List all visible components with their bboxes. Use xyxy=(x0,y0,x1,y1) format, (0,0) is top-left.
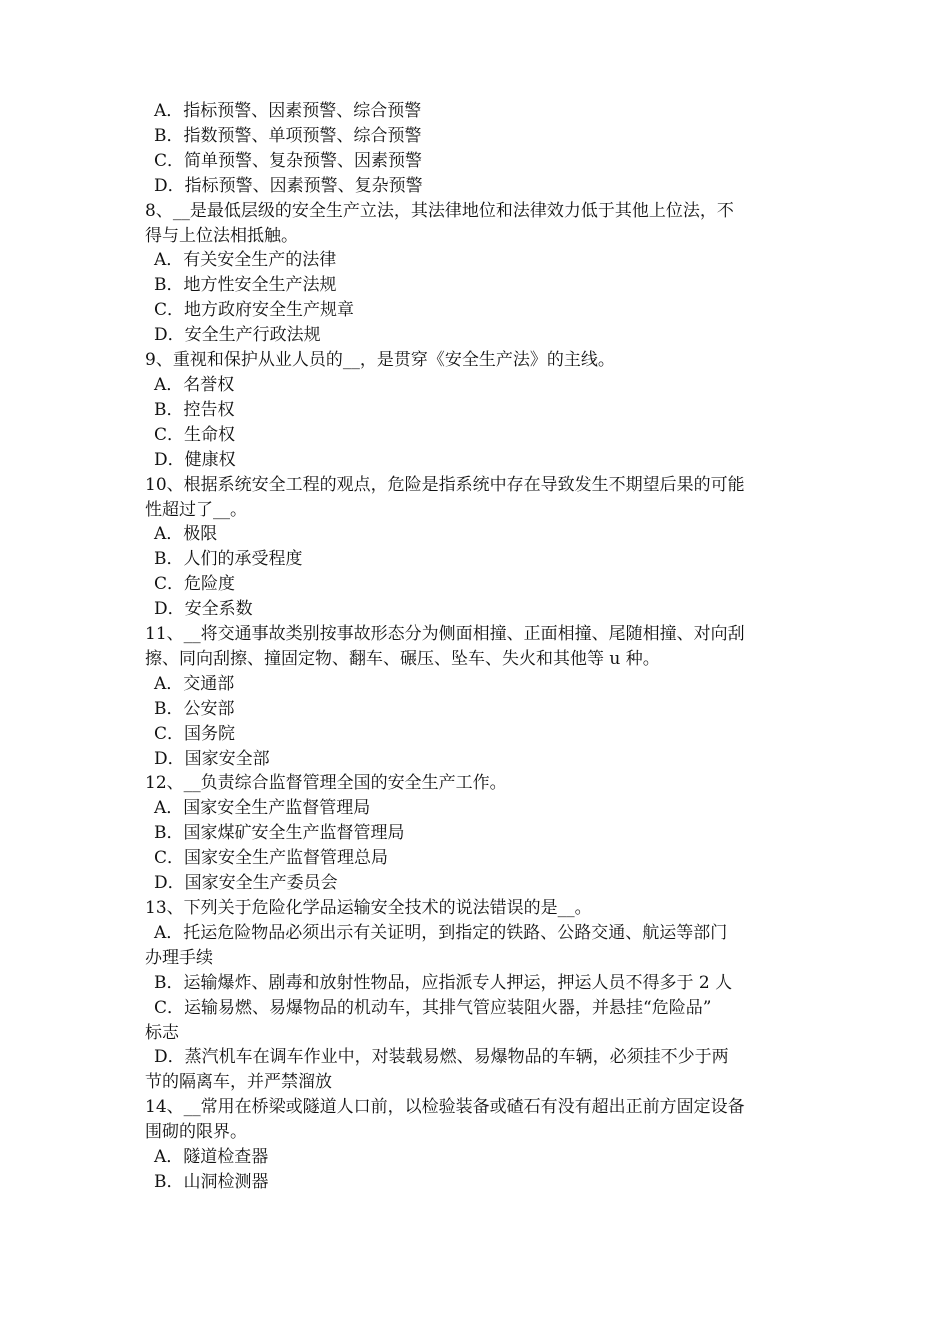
question-text-line: 性超过了__。 xyxy=(145,499,247,520)
answer-option-line: B．运输爆炸、剧毒和放射性物品，应指派专人押运，押运人员不得多于 2 人 xyxy=(154,972,733,993)
answer-option-line: C．简单预警、复杂预警、因素预警 xyxy=(154,150,423,171)
question-text-line: 得与上位法相抵触。 xyxy=(145,225,298,246)
answer-option-line: B．地方性安全生产法规 xyxy=(154,275,337,296)
answer-option-line: C．国家安全生产监督管理总局 xyxy=(154,848,389,869)
answer-option-line: D．指标预警、因素预警、复杂预警 xyxy=(154,175,423,196)
answer-option-line: D．安全系数 xyxy=(154,599,253,620)
answer-option-line: A．国家安全生产监督管理局 xyxy=(154,798,371,819)
question-text-line: 标志 xyxy=(145,1022,179,1043)
answer-option-line: B．指数预警、单项预警、综合预警 xyxy=(154,125,422,146)
answer-option-line: C．生命权 xyxy=(154,424,236,445)
question-text-line: 8、__是最低层级的安全生产立法，其法律地位和法律效力低于其他上位法，不 xyxy=(145,200,734,221)
answer-option-line: C．运输易燃、易爆物品的机动车，其排气管应装阻火器，并悬挂“危险品” xyxy=(154,997,712,1018)
answer-option-line: B．控告权 xyxy=(154,399,235,420)
answer-option-line: B．山洞检测器 xyxy=(154,1171,269,1192)
answer-option-line: C．地方政府安全生产规章 xyxy=(154,300,355,321)
question-text-line: 13、下列关于危险化学品运输安全技术的说法错误的是__。 xyxy=(145,898,592,918)
question-text-line: 擦、同向刮擦、撞固定物、翻车、碾压、坠车、失火和其他等 u 种。 xyxy=(145,648,660,669)
answer-option-line: A．名誉权 xyxy=(154,374,235,395)
question-text-line: 节的隔离车，并严禁溜放 xyxy=(145,1072,332,1093)
answer-option-line: B．人们的承受程度 xyxy=(154,549,303,570)
answer-option-line: D．蒸汽机车在调车作业中，对装载易燃、易爆物品的车辆，必须挂不少于两 xyxy=(154,1047,729,1068)
answer-option-line: B．国家煤矿安全生产监督管理局 xyxy=(154,823,405,844)
question-text-line: 办理手续 xyxy=(145,947,213,968)
answer-option-line: A．交通部 xyxy=(154,673,235,694)
question-text-line: 9、重视和保护从业人员的__，是贯穿《安全生产法》的主线。 xyxy=(145,350,615,371)
answer-option-line: A．极限 xyxy=(154,524,218,545)
question-text-line: 14、__常用在桥梁或隧道人口前，以检验装备或碴石有没有超出正前方固定设备 xyxy=(145,1097,745,1118)
answer-option-line: A．有关安全生产的法律 xyxy=(154,250,337,271)
document-page xyxy=(145,99,817,1195)
answer-option-line: D．国家安全部 xyxy=(154,748,270,769)
answer-option-line: D．国家安全生产委员会 xyxy=(154,873,338,894)
question-text-line: 围砌的限界。 xyxy=(145,1122,247,1143)
answer-option-line: A．指标预警、因素预警、综合预警 xyxy=(154,101,422,121)
answer-option-line: C．国务院 xyxy=(154,723,236,744)
answer-option-line: C．危险度 xyxy=(154,574,236,595)
answer-option-line: A．隧道检查器 xyxy=(154,1147,269,1168)
answer-option-line: B．公安部 xyxy=(154,698,235,719)
question-text-line: 10、根据系统安全工程的观点，危险是指系统中存在导致发生不期望后果的可能 xyxy=(145,474,745,495)
answer-option-line: A．托运危险物品必须出示有关证明，到指定的铁路、公路交通、航运等部门 xyxy=(154,922,728,943)
question-text-line: 12、__负责综合监督管理全国的安全生产工作。 xyxy=(145,773,507,794)
answer-option-line: D．安全生产行政法规 xyxy=(154,325,321,346)
question-text-line: 11、__将交通事故类别按事故形态分为侧面相撞、正面相撞、尾随相撞、对向刮 xyxy=(145,624,745,645)
answer-option-line: D．健康权 xyxy=(154,449,236,470)
